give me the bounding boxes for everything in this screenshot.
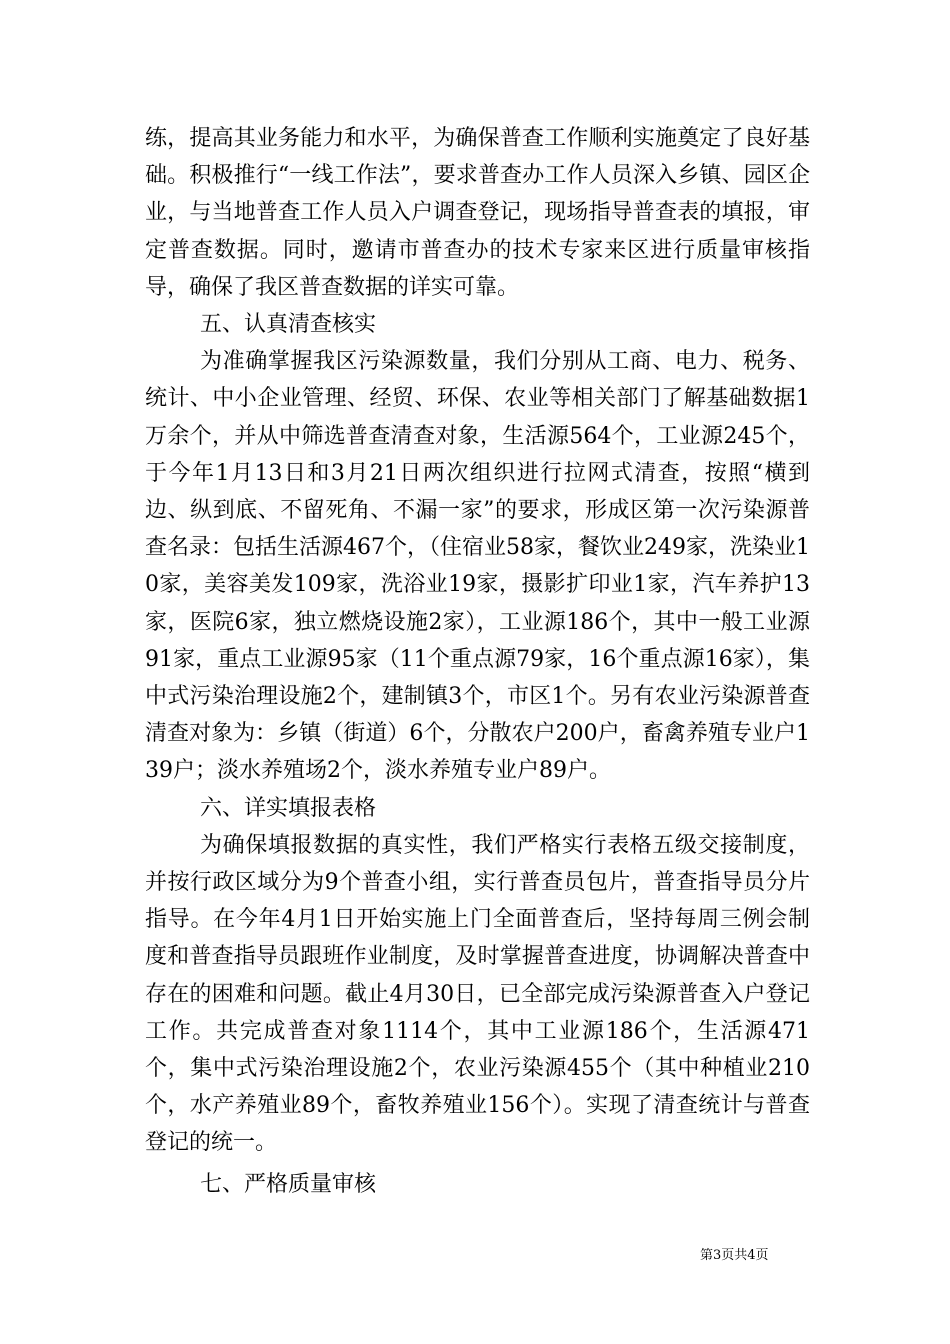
section-heading-7: 七、严格质量审核 — [200, 1171, 377, 1197]
paragraph-section-6: 为确保填报数据的真实性，我们严格实行表格五级交接制度，并按行政区域分为9个普查小组，实行普查员包片，普查指导员分片指导。在今年4月1日开始实施上门全面普查后，坚持每周三例会制度和普查指导员跟班作业制度，及时掌握普查进度，协调解决普查中存在的困难和问题。截止4月30日，已全部完成污染源普查入户登记工作。共完成普查对象1114个，其中工业源186个，生活源471个，集中式污染治理设施2个，农业污染源455个（其中种植业210个，水产养殖业89个，畜牧养殖业156个）。实现了清查统计与普查登记的统一。 — [145, 832, 810, 1156]
paragraph-section-5: 为准确掌握我区污染源数量，我们分别从工商、电力、税务、统计、中小企业管理、经贸、环保、农业等相关部门了解基础数据1万余个，并从中筛选普查清查对象，生活源564个，工业源245个，于今年1月13日和3月21日两次组织进行拉网式清查，按照“横到边、纵到底、不留死角、不漏一家”的要求，形成区第一次污染源普查名录：包括生活源467个，（住宿业58家，餐饮业249家，洗染业10家，美容美发109家，洗浴业19家，摄影扩印业1家，汽车养护13家，医院6家，独立燃烧设施2家），工业源186个，其中一般工业源91家，重点工业源95家（11个重点源79家，16个重点源16家），集中式污染治理设施2个，建制镇3个，市区1个。另有农业污染源普查清查对象为：乡镇（街道）6个，分散农户200户，畜禽养殖专业户139户；淡水养殖场2个，淡水养殖专业户89户。 — [145, 349, 811, 784]
paragraph-continuation: 练，提高其业务能力和水平，为确保普查工作顺利实施奠定了良好基础。积极推行“一线工作法”，要求普查办工作人员深入乡镇、园区企业，与当地普查工作人员入户调查登记，现场指导普查表的填报，审定普查数据。同时，邀请市普查办的技术专家来区进行质量审核指导，确保了我区普查数据的详实可靠。 — [145, 126, 810, 300]
section-heading-5: 五、认真清查核实 — [200, 312, 377, 338]
section-heading-6: 六、详实填报表格 — [200, 795, 377, 821]
page-number-footer: 第3页共4页 — [700, 1248, 769, 1263]
document-body — [145, 120, 810, 1203]
